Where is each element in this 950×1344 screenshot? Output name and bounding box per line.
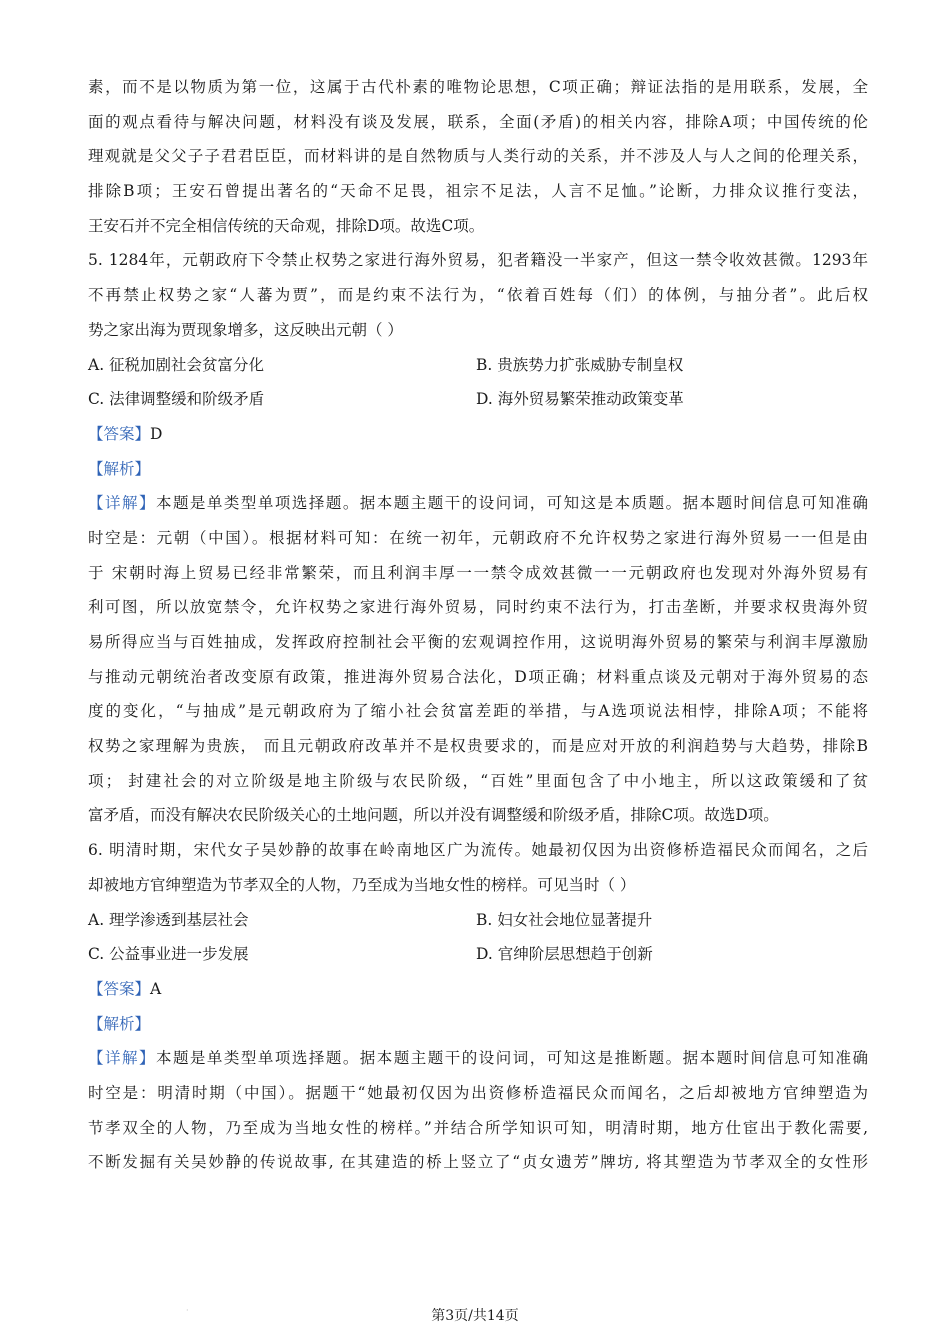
detail-tag: 【详解】 — [88, 1049, 156, 1068]
detail-tag: 【详解】 — [88, 494, 156, 513]
question-stem-line: 却被地方官绅塑造为节孝双全的人物，乃至成为当地女性的榜样。可见当时（ ） — [88, 875, 636, 894]
question-stem-line: 5. 1284年，元朝政府下令禁止权势之家进行海外贸易，犯者籍没一半家产，但这一禁令收效甚微。1293年 — [88, 251, 868, 270]
detail-line: 于 宋朝时海上贸易已经非常繁荣，而且利润丰厚一一禁令成效甚微一一元朝政府也发现对外海外贸易有 — [88, 563, 868, 582]
options-row — [88, 903, 868, 938]
detail-line: 【详解】本题是单类型单项选择题。据本题主题干的设问词，可知这是推断题。据本题时间信息可知准确 — [88, 1049, 868, 1068]
option-c: C. 公益事业进一步发展 — [88, 945, 249, 964]
analysis-tag: 【解析】 — [88, 1014, 151, 1033]
question-stem-line: 不再禁止权势之家“人蕃为贾”，而是约束不法行为，“依着百姓每（们）的体例，与抽分者”。此后权 — [88, 286, 868, 305]
detail-line: 易所得应当与百姓抽成，发挥政府控制社会平衡的宏观调控作用，这说明海外贸易的繁荣与利润丰厚激励 — [88, 633, 868, 651]
detail-line: 富矛盾，而没有解决农民阶级关心的土地问题，所以并没有调整缓和阶级矛盾，排除C项。故选D项。 — [88, 806, 779, 825]
answer-tag: 【答案】 — [88, 424, 151, 443]
detail-line: 与推动元朝统治者改变原有政策，推进海外贸易合法化，D项正确；材料重点谈及元朝对于海外贸易的态 — [88, 667, 868, 686]
question-stem-line: 势之家出海为贾现象增多，这反映出元朝（ ） — [88, 320, 403, 339]
option-b: B. 贵族势力扩张威胁专制皇权 — [476, 355, 684, 374]
detail-line: 【详解】本题是单类型单项选择题。据本题主题干的设问词，可知这是本质题。据本题时间信息可知准确 — [88, 494, 868, 513]
answer-line — [88, 417, 868, 452]
text-line: 排除B项；王安石曾提出著名的“天命不足畏，祖宗不足法，人言不足恤。”论断，力排众议推行变法， — [88, 182, 868, 201]
scan-dot: · — [186, 1306, 189, 1315]
analysis-line — [88, 1007, 868, 1042]
analysis-line — [88, 452, 868, 487]
options-row — [88, 348, 868, 383]
text-line: 素，而不是以物质为第一位，这属于古代朴素的唯物论思想，C项正确；辩证法指的是用联系，发展，全 — [88, 78, 868, 96]
option-a: A. 理学渗透到基层社会 — [88, 910, 249, 929]
document-page — [88, 70, 868, 1180]
detail-line: 利可图，所以放宽禁令，允许权势之家进行海外贸易，同时约束不法行为，打击垄断，并要求权贵海外贸 — [88, 598, 868, 617]
page-footer: 第3页/共14页 — [431, 1308, 519, 1324]
question-5 — [88, 243, 868, 833]
detail-line: 度的变化，“与抽成”是元朝政府为了缩小社会贫富差距的举措，与A选项说法相悖，排除A项；不能将 — [88, 702, 868, 721]
options-row — [88, 382, 868, 417]
option-b: B. 妇女社会地位显著提升 — [476, 910, 653, 929]
detail-line: 不断发掘有关吴妙静的传说故事, 在其建造的桥上竖立了“贞女遗芳”牌坊, 将其塑造为节孝双全的女性形 — [88, 1153, 868, 1172]
text-line: 面的观点看待与解决问题，材料没有谈及发展，联系，全面(矛盾)的相关内容，排除A项；中国传统的伦 — [88, 112, 868, 131]
answer-line — [88, 972, 868, 1007]
option-d: D. 海外贸易繁荣推动政策变革 — [476, 390, 684, 409]
text-line: 理观就是父父子子君君臣臣，而材料讲的是自然物质与人类行动的关系，并不涉及人与人之间的伦理关系， — [88, 147, 868, 166]
option-a: A. 征税加剧社会贫富分化 — [88, 355, 265, 374]
options-row — [88, 937, 868, 972]
answer-tag: 【答案】 — [88, 979, 151, 998]
detail-line: 时空是：元朝（中国）。根据材料可知：在统一初年，元朝政府不允许权势之家进行海外贸易一一但是由 — [88, 528, 868, 547]
analysis-tag: 【解析】 — [88, 459, 151, 478]
detail-line: 权势之家理解为贵族， 而且元朝政府改革并不是权贵要求的，而是应对开放的利润趋势与大趋势，排除B — [88, 737, 868, 756]
intro-paragraph — [88, 70, 868, 243]
detail-line: 项； 封建社会的对立阶级是地主阶级与农民阶级，“百姓”里面包含了中小地主，所以这政策缓和了贫 — [88, 771, 868, 790]
question-6 — [88, 833, 868, 1180]
answer-value: D — [150, 424, 163, 443]
question-stem-line: 6. 明清时期，宋代女子吴妙静的故事在岭南地区广为流传。她最初仅因为出资修桥造福民众而闻名，之后 — [88, 841, 868, 860]
option-d: D. 官绅阶层思想趋于创新 — [476, 945, 653, 964]
answer-value: A — [150, 979, 162, 998]
option-c: C. 法律调整缓和阶级矛盾 — [88, 390, 265, 409]
detail-line: 节孝双全的人物，乃至成为当地女性的榜样。”并结合所学知识可知，明清时期，地方仕宦出于教化需要, — [88, 1118, 868, 1137]
text-line: 王安石并不完全相信传统的天命观，排除D项。故选C项。 — [88, 216, 485, 235]
detail-line: 时空是：明清时期（中国）。据题干“她最初仅因为出资修桥造福民众而闻名，之后却被地方官绅塑造为 — [88, 1083, 868, 1102]
